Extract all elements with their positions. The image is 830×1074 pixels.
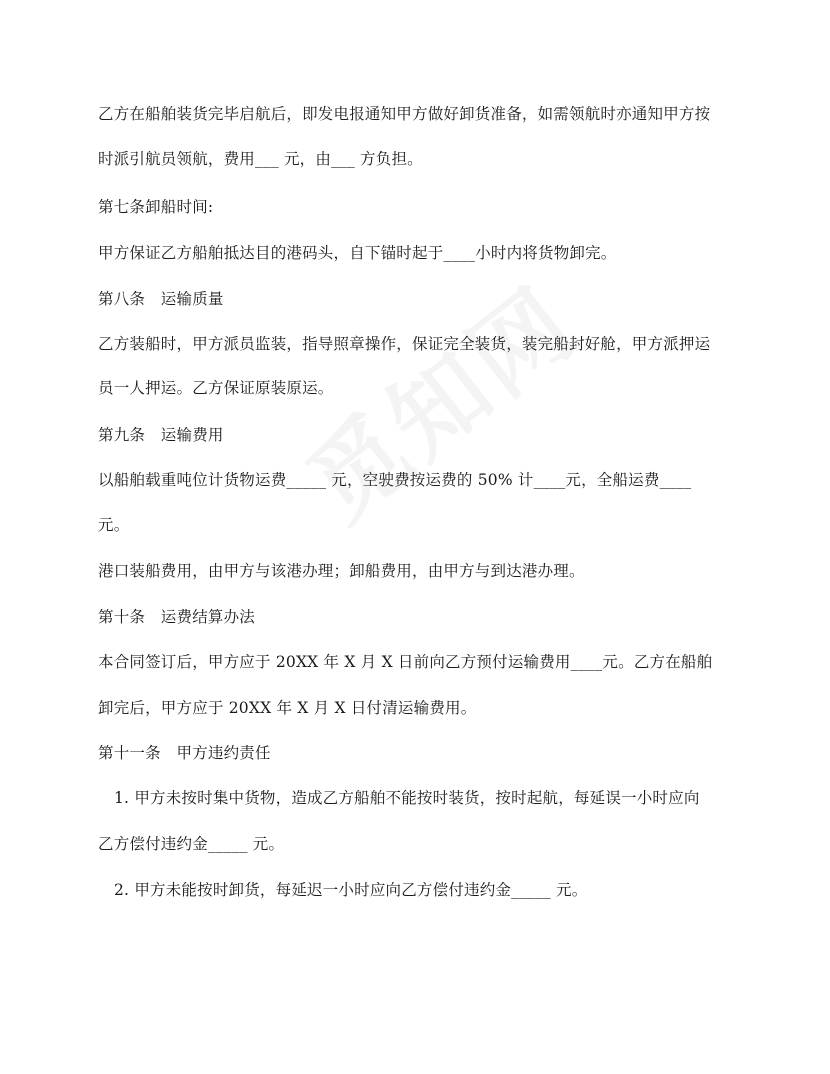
paragraph-line: 元。 <box>98 516 130 534</box>
list-item: 2. 甲方未能按时卸货，每延迟一小时应向乙方偿付违约金_____ 元。 <box>114 881 588 899</box>
article-heading: 第七条卸船时间: <box>98 198 214 216</box>
paragraph-line: 时派引航员领航，费用___ 元，由___ 方负担。 <box>98 150 423 168</box>
paragraph-line: 卸完后，甲方应于 20XX 年 X 月 X 日付清运输费用。 <box>98 699 477 717</box>
paragraph-line: 港口装船费用，由甲方与该港办理；卸船费用，由甲方与到达港办理。 <box>98 562 585 580</box>
article-heading: 第十条 运费结算办法 <box>98 608 256 626</box>
paragraph-line: 以船舶载重吨位计货物运费_____ 元，空驶费按运费的 50% 计____元，全船运费____ <box>98 471 692 489</box>
paragraph-line: 员一人押运。乙方保证原装原运。 <box>98 379 334 397</box>
paragraph-line: 本合同签订后，甲方应于 20XX 年 X 月 X 日前向乙方预付运输费用____元。乙方在船舶 <box>98 653 713 671</box>
list-item-continuation: 乙方偿付违约金_____ 元。 <box>98 835 285 853</box>
watermark-logo <box>275 250 600 546</box>
paragraph-line: 乙方在船舶装货完毕启航后，即发电报通知甲方做好卸货准备，如需领航时亦通知甲方按 <box>98 105 711 123</box>
list-item: 1. 甲方未按时集中货物，造成乙方船舶不能按时装货，按时起航，每延误一小时应向 <box>114 789 700 807</box>
paragraph-line: 甲方保证乙方船舶抵达目的港码头，自下锚时起于____小时内将货物卸完。 <box>98 244 617 262</box>
article-heading: 第九条 运输费用 <box>98 426 224 444</box>
article-heading: 第八条 运输质量 <box>98 290 224 308</box>
article-heading: 第十一条 甲方违约责任 <box>98 744 271 762</box>
paragraph-line: 乙方装船时，甲方派员监装，指导照章操作，保证完全装货，装完船封好舱，甲方派押运 <box>98 335 711 353</box>
